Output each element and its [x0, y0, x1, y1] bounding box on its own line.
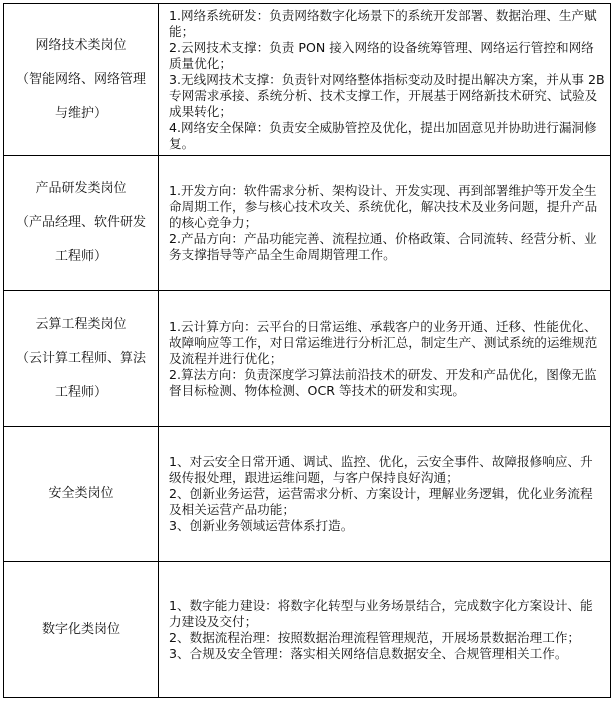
- duty-item: 2.算法方向：负责深度学习算法前沿技术的研发、开发和产品优化，图像无监督目标检测、物体检测、OCR 等技术的研发和实现。: [169, 366, 597, 398]
- position-subtitle: （智能网络、网络管理: [15, 71, 146, 87]
- table-row: [4, 427, 611, 562]
- job-positions-table: [3, 3, 611, 698]
- duty-cell: [159, 291, 611, 427]
- table-row: [4, 291, 611, 427]
- duty-item: 2.产品方向：产品功能完善、流程拉通、价格政策、合同流转、经营分析、业务支撑指导等产品全生命周期管理工作。: [169, 231, 597, 262]
- position-cell: [4, 156, 159, 291]
- position-title: 网络技术类岗位: [35, 37, 127, 53]
- position-cell: [4, 562, 159, 698]
- duty-item: 1.网络系统研发：负责网络数字化场景下的系统开发部署、数据治理、生产赋能；: [169, 7, 597, 39]
- position-subtitle: （产品经理、软件研发: [15, 215, 146, 230]
- position-subtitle-cont: 工程师）: [54, 249, 107, 264]
- duty-item: 2、数据流程治理：按照数据治理流程管理规范，开展场景数据治理工作；: [169, 629, 581, 645]
- position-title: 数字化类岗位: [41, 621, 120, 637]
- duty-cell: [159, 156, 611, 291]
- position-cell: [4, 4, 159, 156]
- duty-item: 4.网络安全保障：负责安全威胁管控及优化，提出加固意见并协助进行漏洞修复。: [169, 119, 597, 151]
- position-cell: [4, 291, 159, 427]
- duty-item: 2、创新业务运营，运营需求分析、方案设计，理解业务逻辑，优化业务流程及相关运营产品功能；: [169, 486, 593, 517]
- position-subtitle: （云计算工程师、算法: [15, 350, 146, 366]
- duty-item: 1.开发方向：软件需求分析、架构设计、开发实现、再到部署维护等开发全生命周期工作，参与核心技术攻关、系统优化，解决技术及业务问题，提升产品的核心竞争力；: [169, 183, 598, 230]
- table-row: [4, 562, 611, 698]
- duty-item: 3、创新业务领域运营体系打造。: [169, 518, 354, 533]
- position-title: 云算工程类岗位: [35, 316, 127, 332]
- duty-item: 1、数字能力建设：将数字化转型与业务场景结合，完成数字化方案设计、能力建设及交付；: [169, 597, 593, 629]
- position-subtitle-cont: 与维护）: [54, 105, 107, 121]
- position-title: 安全类岗位: [48, 486, 114, 501]
- duty-cell: [159, 427, 611, 562]
- duty-item: 3、合规及安全管理：落实相关网络信息数据安全、合规管理相关工作。: [169, 645, 568, 661]
- duty-item: 1.云计算方向：云平台的日常运维、承载客户的业务开通、迁移、性能优化、故障响应等工作，对日常运维进行分析汇总，制定生产、测试系统的运维规范及流程并进行优化；: [169, 318, 598, 366]
- duty-item: 2.云网技术支撑：负责 PON 接入网络的设备统筹管理、网络运行管控和网络质量优化；: [169, 39, 594, 71]
- duty-item: 3.无线网技术支撑：负责针对网络整体指标变动及时提出解决方案，并从事 2B 专网需求承接、系统分析、技术支撑工作，开展基于网络新技术研究、试验及成果转化；: [169, 71, 605, 119]
- duty-cell: [159, 562, 611, 698]
- position-title: 产品研发类岗位: [35, 181, 127, 196]
- table-row: [4, 156, 611, 291]
- duty-cell: [159, 4, 611, 156]
- duty-item: 1、对云安全日常开通、调试、监控、优化，云安全事件、故障报修响应、升级传报处理，跟进运维问题，与客户保持良好沟通；: [169, 454, 593, 485]
- position-subtitle-cont: 工程师）: [54, 384, 107, 400]
- table-row: [4, 4, 611, 156]
- position-cell: [4, 427, 159, 562]
